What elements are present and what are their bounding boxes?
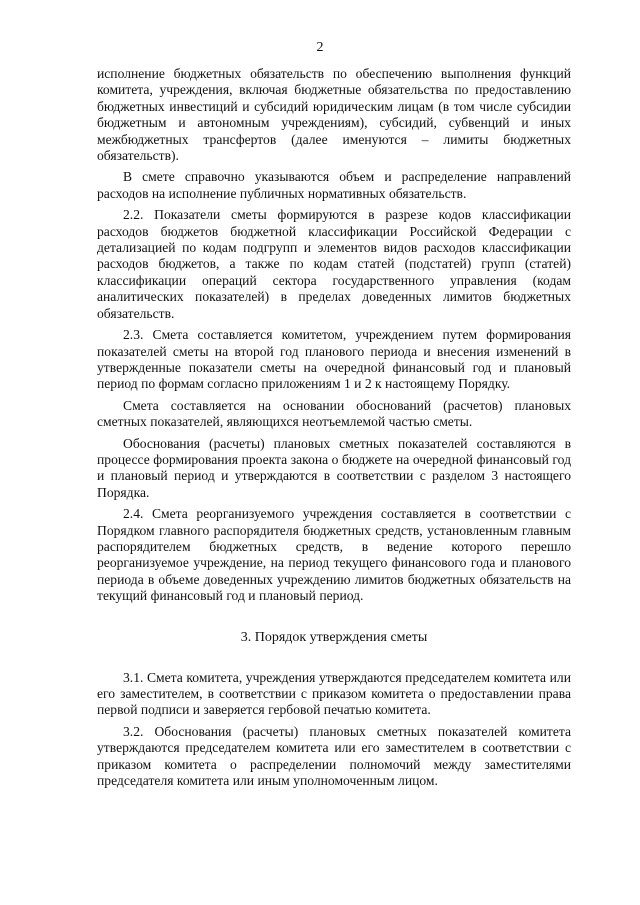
paragraph-2-4: 2.4. Смета реорганизуемого учреждения составляется в соответствии с Порядком главного распорядителя бюджетных средств, установленным главным распорядителем бюджетных средств, в ведение которого перешло реорганизуемое учреждение, на период текущего финансового года и планового периода в объеме доведенных учреждению лимитов бюджетных обязательств на текущий финансовый год и плановый период. <box>97 506 571 604</box>
paragraph-basis: Смета составляется на основании обоснований (расчетов) плановых сметных показателей, являющихся неотъемлемой частью сметы. <box>97 397 571 430</box>
paragraph-3-1: 3.1. Смета комитета, учреждения утверждаются председателем комитета или его заместителем, в соответствии с приказом комитета о предоставлении права первой подписи и заверяется гербовой печатью комитета. <box>97 669 571 718</box>
paragraph-continuation: исполнение бюджетных обязательств по обеспечению выполнения функций комитета, учреждения, включая бюджетные обязательства по предоставлению бюджетных инвестиций и субсидий юридическим лицам (в том числе субсидии бюджетным и автономным учреждениям), субсидий, субвенций и иных межбюджетных трансфертов (далее именуются – лимиты бюджетных обязательств). <box>97 66 571 164</box>
paragraph-2-2: 2.2. Показатели сметы формируются в разрезе кодов классификации расходов бюджетов бюджетной классификации Российской Федерации с детализацией по кодам подгрупп и элементов видов расходов классификации расходов бюджетов, а также по кодам статей (подстатей) групп (статей) классификации операций сектора государственного управления (кодам аналитических показателей) в пределах доведенных лимитов бюджетных обязательств. <box>97 207 571 321</box>
paragraph-public-obligations: В смете справочно указываются объем и распределение направлений расходов на исполнение публичных нормативных обязательств. <box>97 169 571 201</box>
paragraph-3-2: 3.2. Обоснования (расчеты) плановых сметных показателей комитета утверждаются председателем комитета или его заместителем в соответствии с приказом комитета о распределении полномочий между заместителями председателя комитета или иным уполномоченным лицом. <box>97 723 571 789</box>
document-body <box>97 66 571 789</box>
paragraph-2-3: 2.3. Смета составляется комитетом, учреждением путем формирования показателей сметы на второй год планового периода и внесения изменений в утвержденные показатели сметы на очередной финансовый год и плановый период по формам согласно приложениям 1 и 2 к настоящему Порядку. <box>97 327 571 392</box>
paragraph-justifications: Обоснования (расчеты) плановых сметных показателей составляются в процессе формирования проекта закона о бюджете на очередной финансовый год и плановый период и утверждаются в соответствии с разделом 3 настоящего Порядка. <box>97 435 571 500</box>
page-number: 2 <box>316 40 324 55</box>
section-heading: 3. Порядок утверждения сметы <box>240 629 428 645</box>
